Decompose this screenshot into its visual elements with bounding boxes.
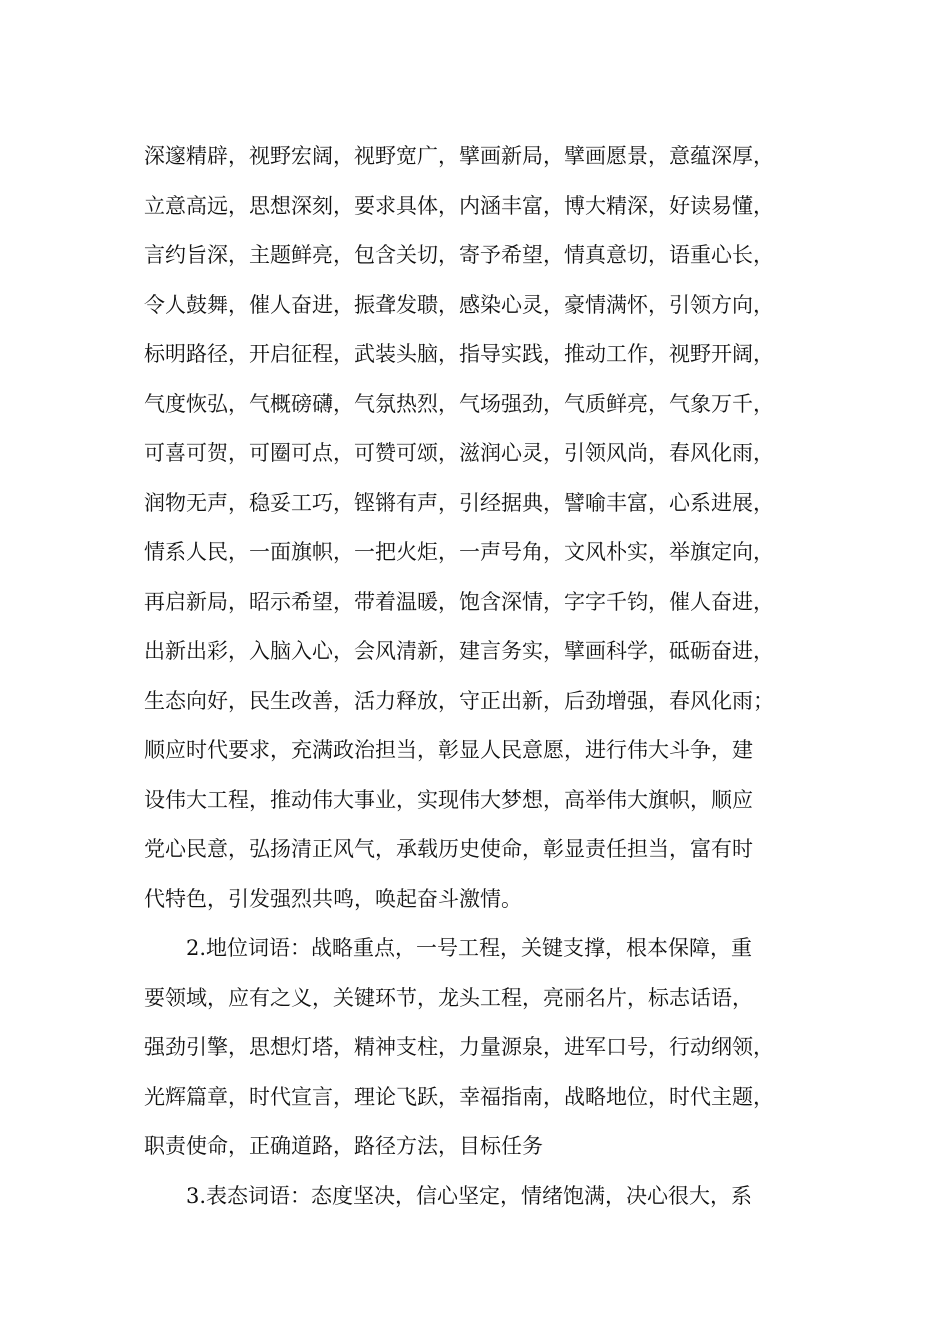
text-line: 情系人民，一面旗帜，一把火炬，一声号角，文风朴实，举旗定向， xyxy=(144,540,774,564)
text-line: 立意高远，思想深刻，要求具体，内涵丰富，博大精深，好读易懂， xyxy=(144,193,774,218)
text-line: 可喜可贺，可圈可点，可赞可颂，滋润心灵，引领风尚，春风化雨， xyxy=(144,441,774,465)
text-line: 气度恢弘，气概磅礴，气氛热烈，气场强劲，气质鲜亮，气象万千， xyxy=(144,391,774,416)
text-line: 职责使命，正确道路，路径方法，目标任务 xyxy=(144,1134,543,1158)
text-line: 顺应时代要求，充满政治担当，彰显人民意愿，进行伟大斗争，建 xyxy=(144,738,753,762)
section-3-heading-line: 3.表态词语：态度坚决，信心坚定，情绪饱满，决心很大，系 xyxy=(186,1183,753,1208)
text-line: 言约旨深，主题鲜亮，包含关切，寄予希望，情真意切，语重心长， xyxy=(144,243,774,267)
text-line: 党心民意，弘扬清正风气，承载历史使命，彰显责任担当，富有时 xyxy=(144,837,753,861)
text-line: 标明路径，开启征程，武装头脑，指导实践，推动工作，视野开阔， xyxy=(144,342,774,366)
text-line: 要领域，应有之义，关键环节，龙头工程，亮丽名片，标志话语， xyxy=(144,985,753,1010)
document-body xyxy=(144,132,834,1221)
text-line: 再启新局，昭示希望，带着温暖，饱含深情，字字千钧，催人奋进， xyxy=(144,589,774,614)
text-line: 生态向好，民生改善，活力释放，守正出新，后劲增强，春风化雨； xyxy=(144,688,774,713)
text-line: 代特色，引发强烈共鸣，唤起奋斗激情。 xyxy=(144,886,522,911)
text-line: 令人鼓舞，催人奋进，振聋发聩，感染心灵，豪情满怀，引领方向， xyxy=(144,292,774,317)
text-line: 设伟大工程，推动伟大事业，实现伟大梦想，高举伟大旗帜，顺应 xyxy=(144,787,753,812)
text-line: 深邃精辟，视野宏阔，视野宽广，擘画新局，擘画愿景，意蕴深厚， xyxy=(144,144,774,168)
text-line: 出新出彩，入脑入心，会风清新，建言务实，擘画科学，砥砺奋进， xyxy=(144,639,774,663)
text-line: 强劲引擎，思想灯塔，精神支柱，力量源泉，进军口号，行动纲领， xyxy=(144,1035,774,1059)
text-line: 润物无声，稳妥工巧，铿锵有声，引经据典，譬喻丰富，心系进展， xyxy=(144,490,774,515)
section-2-heading-line: 2.地位词语：战略重点，一号工程，关键支撑，根本保障，重 xyxy=(186,936,753,960)
text-line: 光辉篇章，时代宣言，理论飞跃，幸福指南，战略地位，时代主题， xyxy=(144,1084,774,1109)
